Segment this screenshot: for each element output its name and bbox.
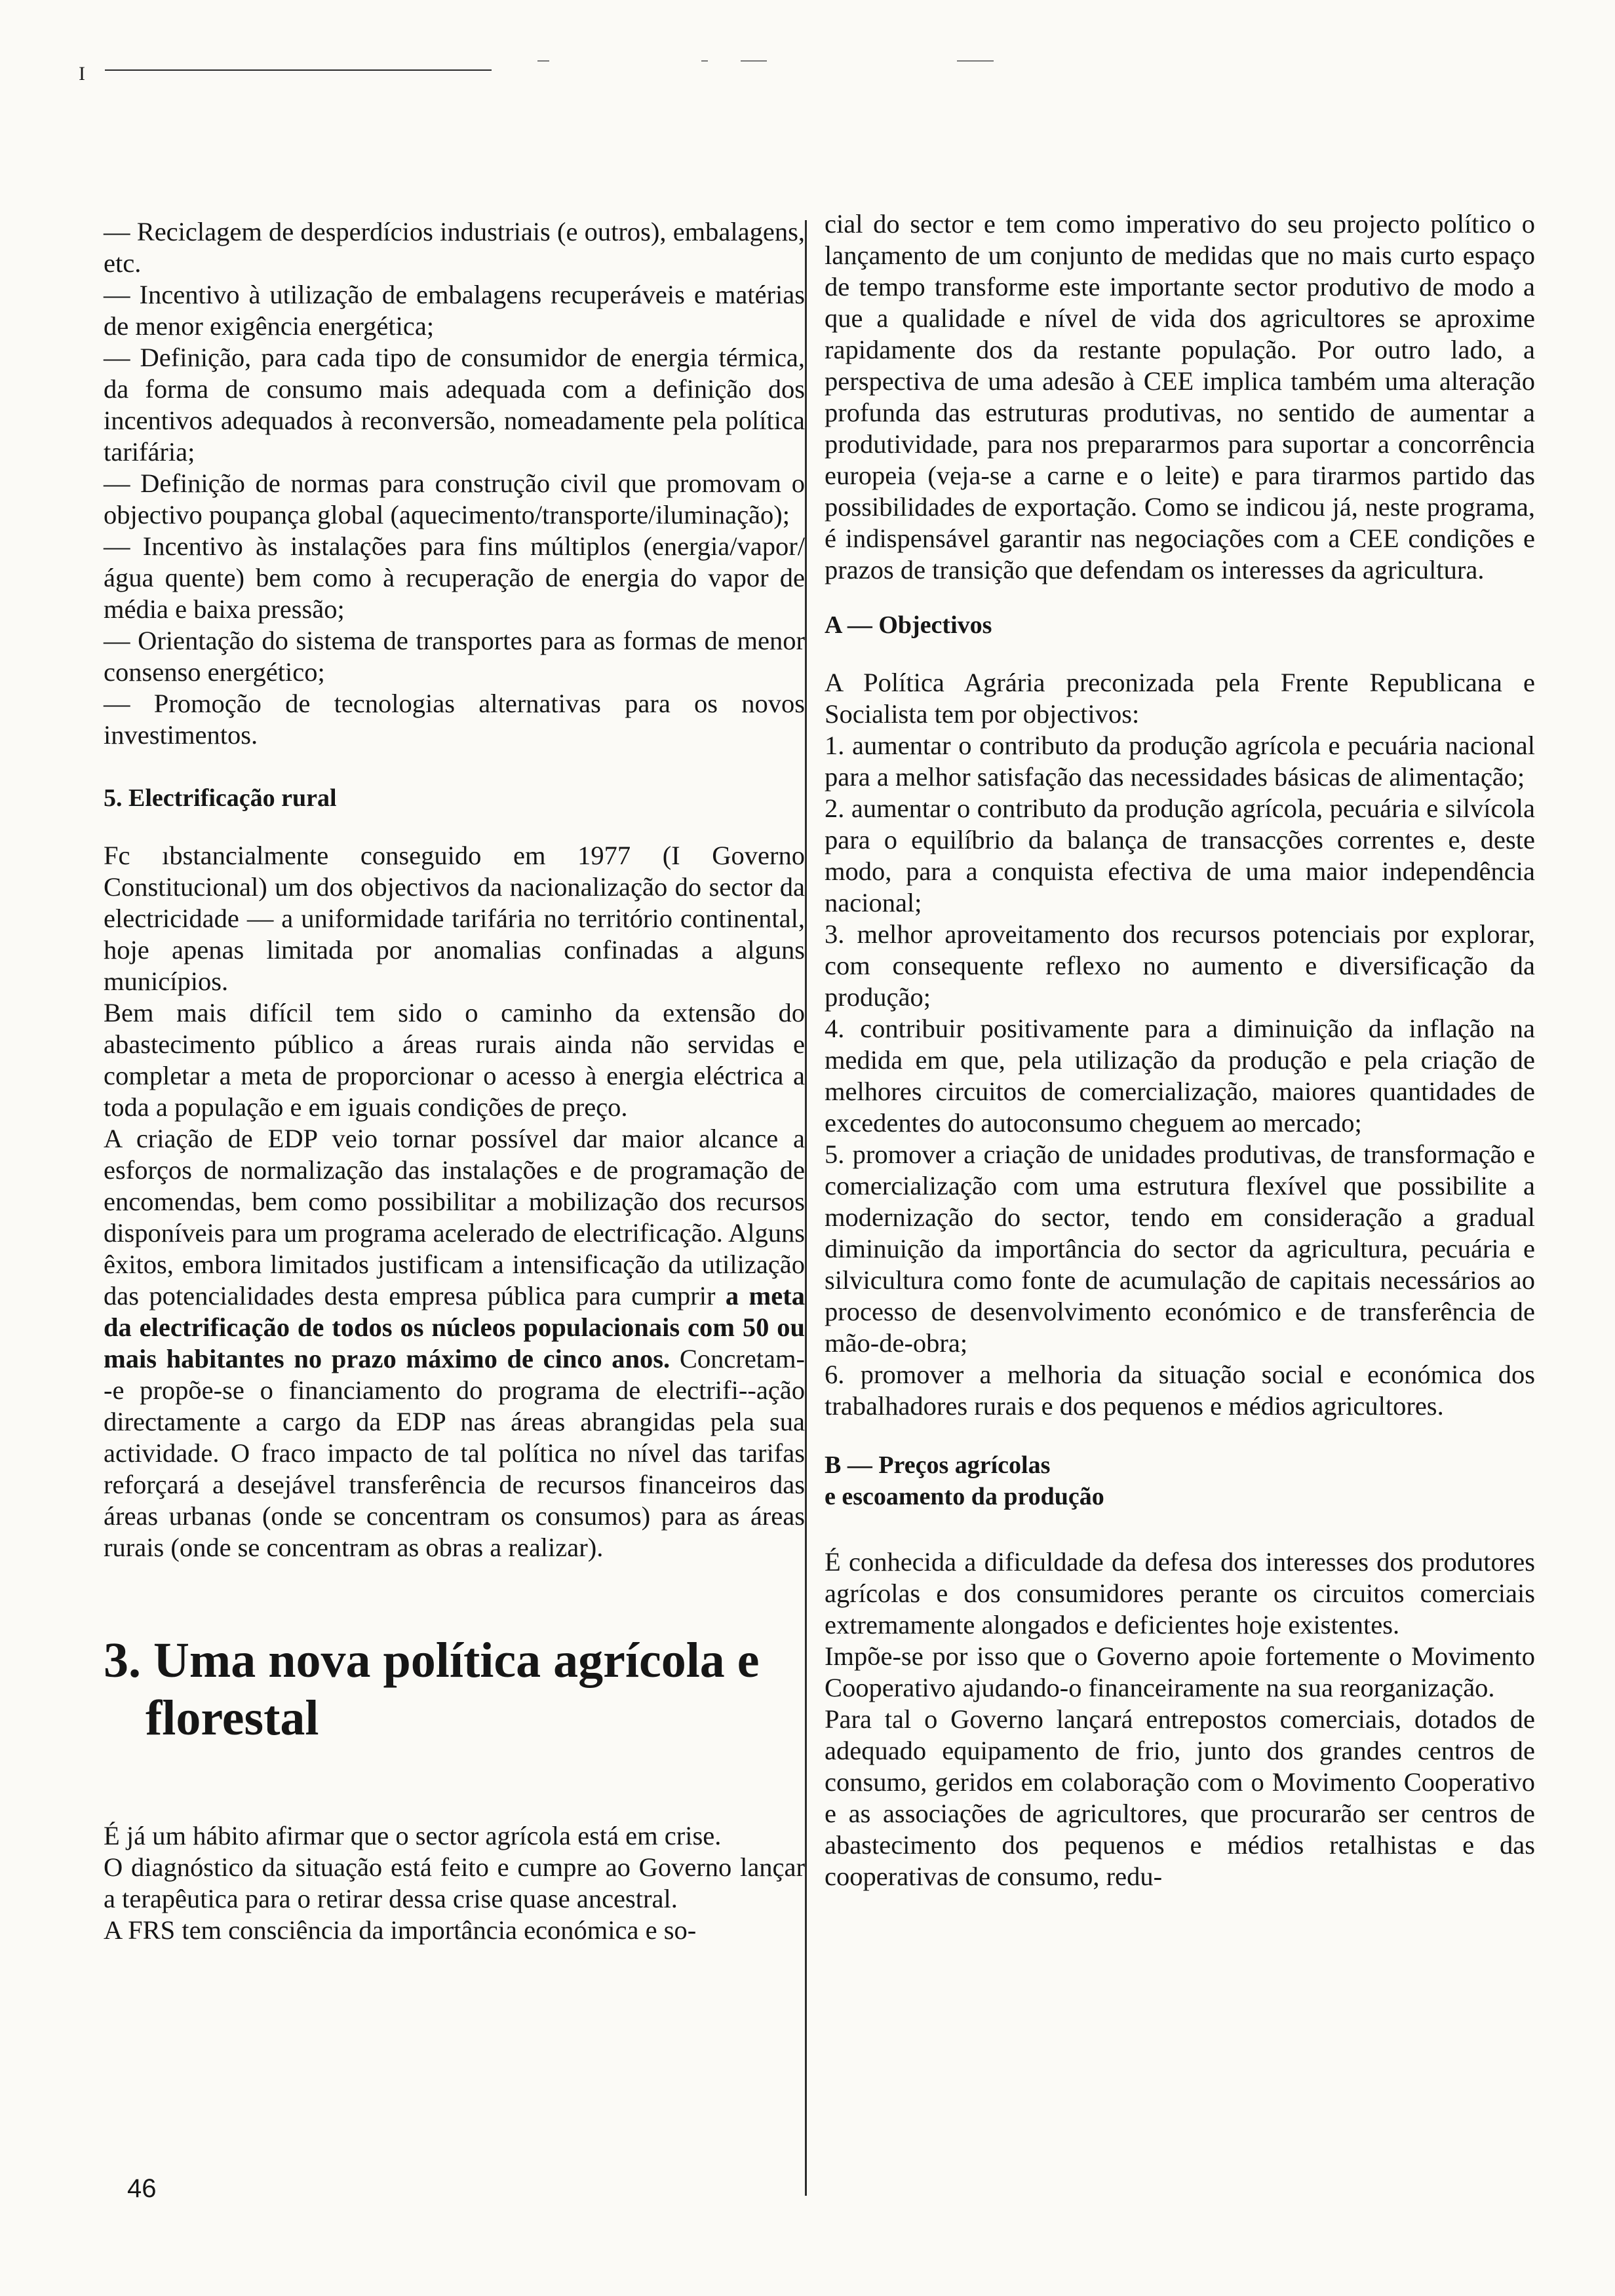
page-number: 46: [127, 2174, 157, 2203]
top-scan-mark: [701, 60, 708, 62]
list-item: — Reciclagem de desperdícios industriais (e outros), embalagens, etc.: [104, 217, 805, 278]
paragraph-text: A criação de EDP veio tornar possível dar maior alcance a esforços de normalização das instalações e de programação de encomendas, bem como possibilitar a mobilização dos recursos disponíveis para um programa acelerado de electrificação. Alguns êxitos, embora limitados justificam a intensificação da utilização das potencialidades desta empresa pública para cumprir: [104, 1124, 805, 1311]
list-item: — Definição, para cada tipo de consumidor de energia térmica, da forma de consumo mais adequada com a definição dos incentivos adequados à reconversão, nomeadamente pela política tarifária;: [104, 343, 805, 467]
section-heading-electrification: 5. Electrificação rural: [104, 784, 337, 812]
paragraph: cial do sector e tem como imperativo do seu projecto político o lançamento de um conjunto de medidas que no mais curto espaço de tempo transforme este importante sector produtivo de modo a que a qualidade e nível de vida dos agricultores se aproxime rapidamente dos da restante população. Por outro lado, a perspectiva de uma adesão à CEE implica também uma alteração profunda das estruturas produtivas, no sentido de aumentar a produtividade, para nos prepararmos para suportar a concorrência europeia (veja-se a carne e o leite) e para tirarmos partido das possibilidades de exportação. Como se indicou já, neste programa, é indispensável garantir nas negociações com a CEE condições e prazos de transição que defendam os interesses da agricultura.: [825, 209, 1535, 584]
paragraph: Para tal o Governo lançará entrepostos comerciais, dotados de adequado equipamento de frio, junto dos grandes centros de consumo, geridos em colaboração com o Movimento Cooperativo e as associações de agricultores, que procurarão ser centros de abastecimento dos pequenos e médios retalhistas e das cooperativas de consumo, redu-: [825, 1704, 1535, 1891]
list-item: — Orientação do sistema de transportes para as formas de menor consenso energético;: [104, 626, 805, 687]
paragraph: Impõe-se por isso que o Governo apoie fortemente o Movimento Cooperativo ajudando-o financeiramente na sua reorganização.: [825, 1641, 1535, 1702]
paragraph-text: Concretam‑ ‑e propõe-se o financiamento do programa de electrifi‑‑ação directamente a cargo da EDP nas áreas abrangidas pela sua actividade. O fraco impacto de tal política no nível das tarifas reforçará a desejável transferência de recursos financeiros das áreas urbanas (onde se concentram os consumos) para as áreas rurais (onde se concentram as obras a realizar).: [104, 1344, 806, 1562]
objective-item: 4. contribuir positivamente para a diminuição da inflação na medida em que, pela utilização da produção e pela criação de melhores circuitos de comercialização, maiores quantidades de excedentes do autoconsumo cheguem ao mercado;: [825, 1014, 1535, 1138]
paragraph: Fc ıbstancialmente conseguido em 1977 (I Governo Constitucional) um dos objectivos da nacionalização do sector da electricidade — a uniformidade tarifária no território continental, hoje apenas limitada por anomalias confinadas a alguns municípios.: [104, 841, 805, 996]
objective-item: 3. melhor aproveitamento dos recursos potenciais por explorar, com consequente reflexo no aumento e diversificação da produção;: [825, 919, 1535, 1012]
list-item: — Incentivo às instalações para fins múltiplos (energia/vapor/água quente) bem como à recuperação de energia do vapor de média e baixa pressão;: [104, 531, 805, 624]
list-item: — Promoção de tecnologias alternativas para os novos investimentos.: [104, 689, 805, 750]
subheading-line: e escoamento da produção: [825, 1483, 1104, 1510]
top-scan-mark: [537, 60, 549, 62]
paragraph: É já um hábito afirmar que o sector agrícola está em crise.: [104, 1821, 722, 1850]
objective-item: 2. aumentar o contributo da produção agrícola, pecuária e silvícola para o equilíbrio da balança de transacções correntes e, deste modo, para a conquista efectiva de uma maior independência nacional;: [825, 794, 1535, 917]
paragraph: A Política Agrária preconizada pela Frente Republicana e Socialista tem por objectivos:: [825, 668, 1535, 729]
section-title: 3. Uma nova política agrícola e florestal: [104, 1633, 760, 1746]
paragraph: Bem mais difícil tem sido o caminho da extensão do abastecimento público a áreas rurais ainda não servidas e completar a meta de proporcionar o acesso à energia eléctrica a toda a população e em iguais condições de preço.: [104, 998, 805, 1122]
objective-item: 6. promover a melhoria da situação social e económica dos trabalhadores rurais e dos pequenos e médios agricultores.: [825, 1360, 1535, 1421]
right-column: [825, 208, 1535, 1892]
page-corner-mark: I: [79, 63, 85, 85]
subheading-line: B — Preços agrícolas: [825, 1451, 1051, 1479]
emphasized-goal: a meta da electrificação de todos os núcleos populacionais com 50 ou mais habitantes no prazo máximo de cinco anos.: [104, 1281, 806, 1373]
paragraph: [104, 1123, 805, 1563]
paragraph: A FRS tem consciência da importância económica e so-: [104, 1915, 697, 1945]
top-rule: [105, 69, 492, 71]
paragraph: É conhecida a dificuldade da defesa dos interesses dos produtores agrícolas e dos consumidores perante os circuitos comerciais extremamente alongados e deficientes hoje existentes.: [825, 1547, 1535, 1639]
objective-item: 5. promover a criação de unidades produtivas, de transformação e comercialização com uma estrutura flexível que possibilite a modernização do sector, tendo em consideração a gradual diminuição da importância do sector da agricultura, pecuária e silvicultura como fonte de acumulação de capitais necessários ao processo de desenvolvimento económico e de transferência de mão-de-obra;: [825, 1139, 1535, 1358]
top-scan-mark: [957, 60, 994, 62]
column-divider: [805, 220, 807, 2196]
objective-item: 1. aumentar o contributo da produção agrícola e pecuária nacional para a melhor satisfação das necessidades básicas de alimentação;: [825, 731, 1535, 792]
list-item: — Definição de normas para construção civil que promovam o objectivo poupança global (aquecimento/transporte/iluminação);: [104, 469, 805, 529]
list-item: — Incentivo à utilização de embalagens recuperáveis e matérias de menor exigência energética;: [104, 280, 805, 341]
subheading-prices: [825, 1449, 1535, 1512]
left-column: [104, 216, 805, 1946]
top-scan-mark: [741, 60, 767, 62]
paragraph: O diagnóstico da situação está feito e cumpre ao Governo lançar a terapêutica para o retirar dessa crise quase ancestral.: [104, 1852, 805, 1913]
subheading-objectives: A — Objectivos: [825, 611, 992, 639]
